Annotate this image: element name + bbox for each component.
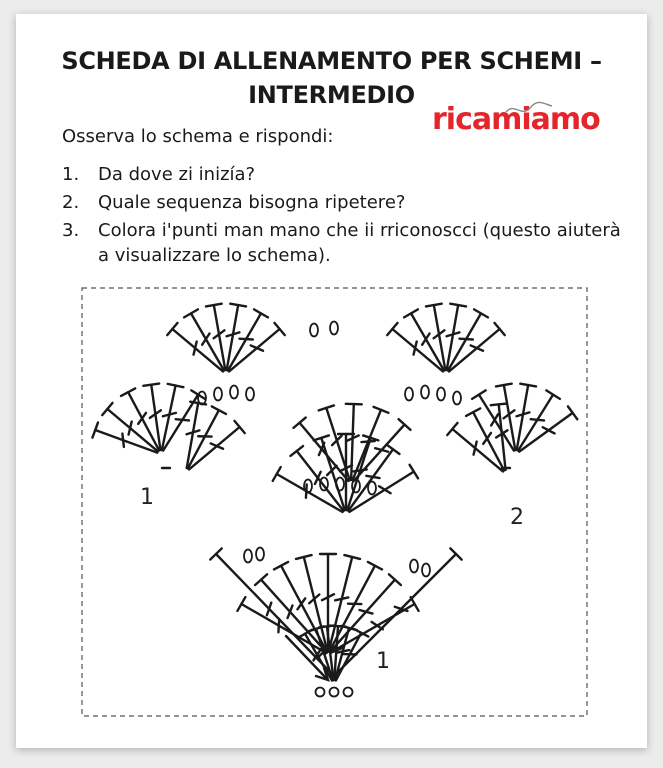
double-crochet-symbol (448, 309, 488, 370)
chain-symbol (405, 388, 413, 401)
chain-symbol (256, 548, 264, 561)
question-text: Quale sequenza bisogna ripetere? (98, 192, 406, 213)
chain-symbol (421, 386, 429, 399)
question-number: 1. (62, 164, 80, 185)
double-crochet-symbol (449, 323, 505, 372)
chain-symbol (304, 480, 312, 493)
chain-symbol (244, 550, 252, 563)
chain-symbol (246, 388, 254, 401)
chain-symbol (214, 388, 222, 401)
double-crochet-symbol (352, 407, 388, 480)
worksheet-page (16, 14, 647, 748)
double-crochet-symbol (387, 323, 443, 372)
chain-symbol (410, 560, 418, 573)
double-crochet-symbol (334, 548, 462, 676)
title-line-2: INTERMEDIO (248, 81, 415, 109)
label-start-bottom: 1 (376, 649, 390, 674)
double-crochet-symbol (447, 423, 503, 472)
double-crochet-symbol (518, 390, 560, 450)
chain-symbol (453, 392, 461, 405)
double-crochet-symbol (102, 403, 158, 452)
double-crochet-symbol (162, 384, 184, 450)
double-crochet-symbol (184, 309, 224, 370)
question-number: 2. (62, 192, 80, 213)
question-number: 3. (62, 220, 80, 241)
chain-symbol (330, 322, 338, 335)
double-crochet-symbol (404, 309, 444, 370)
double-crochet-symbol (210, 548, 334, 676)
chain-symbol (368, 482, 376, 495)
double-crochet-symbol (331, 574, 401, 651)
question-text: Colora i'punti man mano che ii rriconoscci (questo aiuterà a visualizzare lo schema). (98, 220, 621, 266)
double-crochet-symbol (229, 323, 285, 372)
label-start-right: 2 (510, 505, 524, 530)
chain-symbol (422, 564, 430, 577)
chart-stitches (92, 304, 577, 681)
double-crochet-symbol (346, 404, 362, 480)
foundation-chain-symbol (330, 688, 339, 697)
question-text: Da dove zi inizía? (98, 164, 256, 185)
double-crochet-symbol (167, 323, 223, 372)
double-crochet-symbol (228, 309, 268, 370)
double-crochet-symbol (354, 419, 411, 481)
ricamiamo-logo: ricamiamo (432, 102, 600, 137)
label-start-left: 1 (140, 485, 154, 510)
double-crochet-symbol (188, 406, 226, 468)
chain-symbol (437, 388, 445, 401)
chain-symbol (230, 386, 238, 399)
crochet-chart (16, 14, 647, 748)
double-crochet-symbol (466, 408, 504, 470)
foundation-chain-symbol (316, 688, 325, 697)
foundation-chain-symbol (344, 688, 353, 697)
double-crochet-symbol (189, 421, 245, 470)
chain-symbol (310, 324, 318, 337)
title-line-1: SCHEDA DI ALLENAMENTO PER SCHEMI – (61, 47, 602, 75)
intro-text: Osserva lo schema e rispondi: (62, 126, 334, 147)
